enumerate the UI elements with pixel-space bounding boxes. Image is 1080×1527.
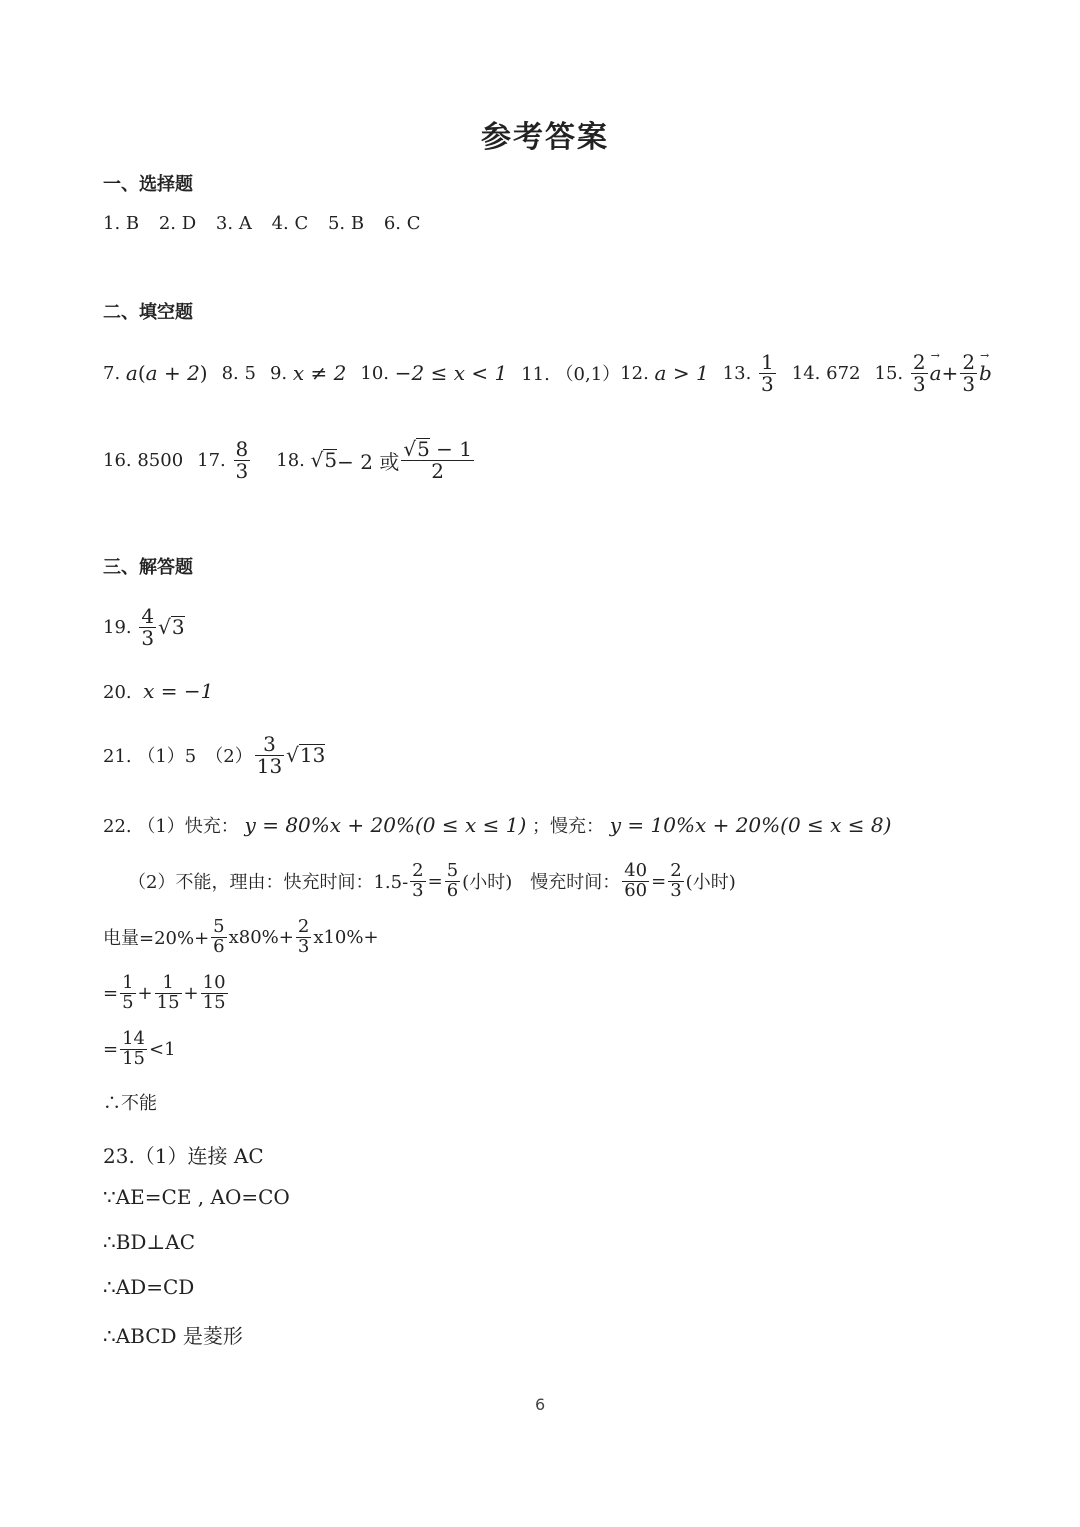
choice-answer: 5. B bbox=[327, 213, 365, 234]
power-line-2 bbox=[103, 969, 230, 1017]
section-heading-choice: 一、选择题 bbox=[103, 174, 193, 195]
choice-answer: 6. C bbox=[383, 213, 421, 234]
q22-slow-formula: y = 10%x + 20% bbox=[609, 813, 781, 837]
q22-unit-text: (小时) bbox=[685, 872, 736, 893]
q10-expr: −2 ≤ x < 1 bbox=[394, 361, 508, 385]
power-line-3 bbox=[103, 1025, 176, 1073]
plus: + bbox=[183, 982, 199, 1004]
q8-answer: 8. 5 bbox=[221, 362, 256, 384]
q7-expr: a + 2 bbox=[145, 361, 200, 385]
fraction: $\frac{2}{3}$ bbox=[297, 915, 310, 957]
q21-label: 21. （1）5 （2） bbox=[103, 746, 253, 767]
q19-fraction: $\frac{4}{3}$ bbox=[141, 603, 155, 650]
q9-label: 9. bbox=[269, 362, 288, 384]
q22-slow-time-text: (小时) 慢充时间： bbox=[462, 872, 621, 893]
q9-expr: x ≠ 2 bbox=[292, 361, 347, 385]
answer-23-line-4: ∴AD=CD bbox=[103, 1275, 195, 1299]
q12-expr: a > 1 bbox=[654, 361, 709, 385]
equals: = bbox=[651, 870, 667, 892]
answer-19 bbox=[103, 599, 185, 655]
answer-23-line-5: ∴ABCD 是菱形 bbox=[103, 1324, 243, 1348]
fraction: $\frac{14}{15}$ bbox=[122, 1027, 145, 1069]
equals: = bbox=[103, 982, 119, 1004]
fraction: $\frac{10}{15}$ bbox=[202, 971, 226, 1013]
answer-20 bbox=[103, 679, 213, 703]
q7-a: a bbox=[125, 361, 138, 385]
q15-fraction-2: $\frac{2}{3}$ bbox=[962, 349, 976, 396]
q14-answer: 14. 672 bbox=[791, 362, 861, 384]
fill-answers-row-2 bbox=[103, 432, 476, 488]
q15-fraction-1: $\frac{2}{3}$ bbox=[912, 349, 926, 396]
q19-radicand: 3 bbox=[171, 615, 185, 639]
q22-slow-domain: (0 ≤ x ≤ 8) bbox=[780, 813, 892, 837]
section-heading-fill: 二、填空题 bbox=[103, 302, 193, 323]
answer-23-line-3: ∴BD⊥AC bbox=[103, 1230, 196, 1254]
choice-answer: 2. D bbox=[158, 213, 197, 234]
power-text: x80%+ bbox=[228, 926, 294, 948]
less-than-one: <1 bbox=[149, 1038, 176, 1060]
equals: = bbox=[427, 870, 443, 892]
choice-answer: 4. C bbox=[271, 213, 309, 234]
section-heading-solve: 三、解答题 bbox=[103, 557, 193, 578]
q18-label: 18. bbox=[276, 449, 305, 471]
answer-23-line-2: ∵AE=CE , AO=CO bbox=[103, 1185, 290, 1209]
fraction: $\frac{2}{3}$ bbox=[670, 859, 682, 901]
plus: + bbox=[137, 982, 153, 1004]
q7-label: 7. bbox=[103, 362, 121, 384]
fraction: $\frac{1}{15}$ bbox=[156, 971, 180, 1013]
vector-a: → a bbox=[930, 361, 942, 385]
fraction: $\frac{2}{3}$ bbox=[412, 859, 424, 901]
q13-fraction: $\frac{1}{3}$ bbox=[761, 349, 774, 396]
q19-label: 19. bbox=[103, 616, 132, 638]
q18-radicand-1: 5 bbox=[324, 448, 338, 472]
answer-21 bbox=[103, 727, 325, 783]
answer-23-line-1: 23.（1）连接 AC bbox=[103, 1144, 264, 1168]
power-text: x10%+ bbox=[313, 926, 379, 948]
page-number: 6 bbox=[535, 1395, 546, 1414]
sqrt-symbol: √ bbox=[310, 448, 324, 472]
q12-label: 12. bbox=[620, 362, 649, 384]
fraction: $\frac{5}{6}$ bbox=[213, 915, 225, 957]
q21-fraction: $\frac{3}{13}$ bbox=[256, 731, 283, 778]
q15-plus: + bbox=[941, 361, 959, 385]
q20-label: 20. bbox=[103, 682, 132, 703]
q22-fast-formula: y = 80%x + 20% bbox=[244, 813, 415, 837]
equals: = bbox=[103, 1038, 119, 1060]
q15-label: 15. bbox=[874, 362, 904, 384]
q21-radicand: 13 bbox=[299, 743, 326, 767]
fraction: $\frac{1}{5}$ bbox=[122, 971, 134, 1013]
fraction: $\frac{40}{60}$ bbox=[624, 859, 648, 901]
choice-answer: 1. B bbox=[103, 213, 140, 234]
q22-fast-domain: (0 ≤ x ≤ 1) bbox=[414, 813, 527, 837]
choice-answers bbox=[103, 213, 421, 234]
fill-answers-row-1: 7. a ( a + 2 ) 8. 5 9. x ≠ 2 10. −2 ≤ x < 1 11. （0,1） 12. a > 1 13. $\frac{1}{3}$ 14. 672 15. $\frac{2}{3}$ → a + $\frac{2}{3}$ → b bbox=[103, 345, 992, 401]
q22-reason-text: （2）不能，理由：快充时间：1.5- bbox=[128, 872, 409, 893]
q16-answer: 16. 8500 bbox=[103, 449, 184, 471]
choice-answer: 3. A bbox=[215, 213, 252, 234]
power-text: 电量=20%+ bbox=[103, 928, 210, 949]
q13-label: 13. bbox=[722, 362, 752, 384]
q22-mid-text: ；慢充： bbox=[532, 816, 604, 837]
page-title: 参考答案 bbox=[481, 120, 609, 155]
q17-label: 17. bbox=[197, 449, 226, 471]
power-line-1 bbox=[103, 913, 379, 961]
conclusion-cannot: ∴不能 bbox=[103, 1093, 157, 1114]
answer-22-part-1 bbox=[103, 812, 891, 838]
q18-text: − 2 或 bbox=[337, 449, 400, 474]
vector-b: → b bbox=[979, 361, 992, 385]
q10-label: 10. bbox=[360, 362, 390, 384]
q20-expr: x = −1 bbox=[143, 679, 214, 703]
sqrt-symbol: √ bbox=[286, 743, 299, 767]
q22-label: 22. （1）快充： bbox=[103, 816, 239, 837]
answer-22-part-2 bbox=[128, 856, 736, 906]
fraction: $\frac{5}{6}$ bbox=[446, 859, 459, 901]
q17-fraction: $\frac{8}{3}$ bbox=[235, 436, 249, 483]
sqrt-symbol: √ bbox=[158, 615, 171, 639]
q18-fraction: $\frac{√5 - 1}{2}$ bbox=[403, 437, 473, 483]
q11-answer: 11. （0,1） bbox=[521, 364, 621, 385]
